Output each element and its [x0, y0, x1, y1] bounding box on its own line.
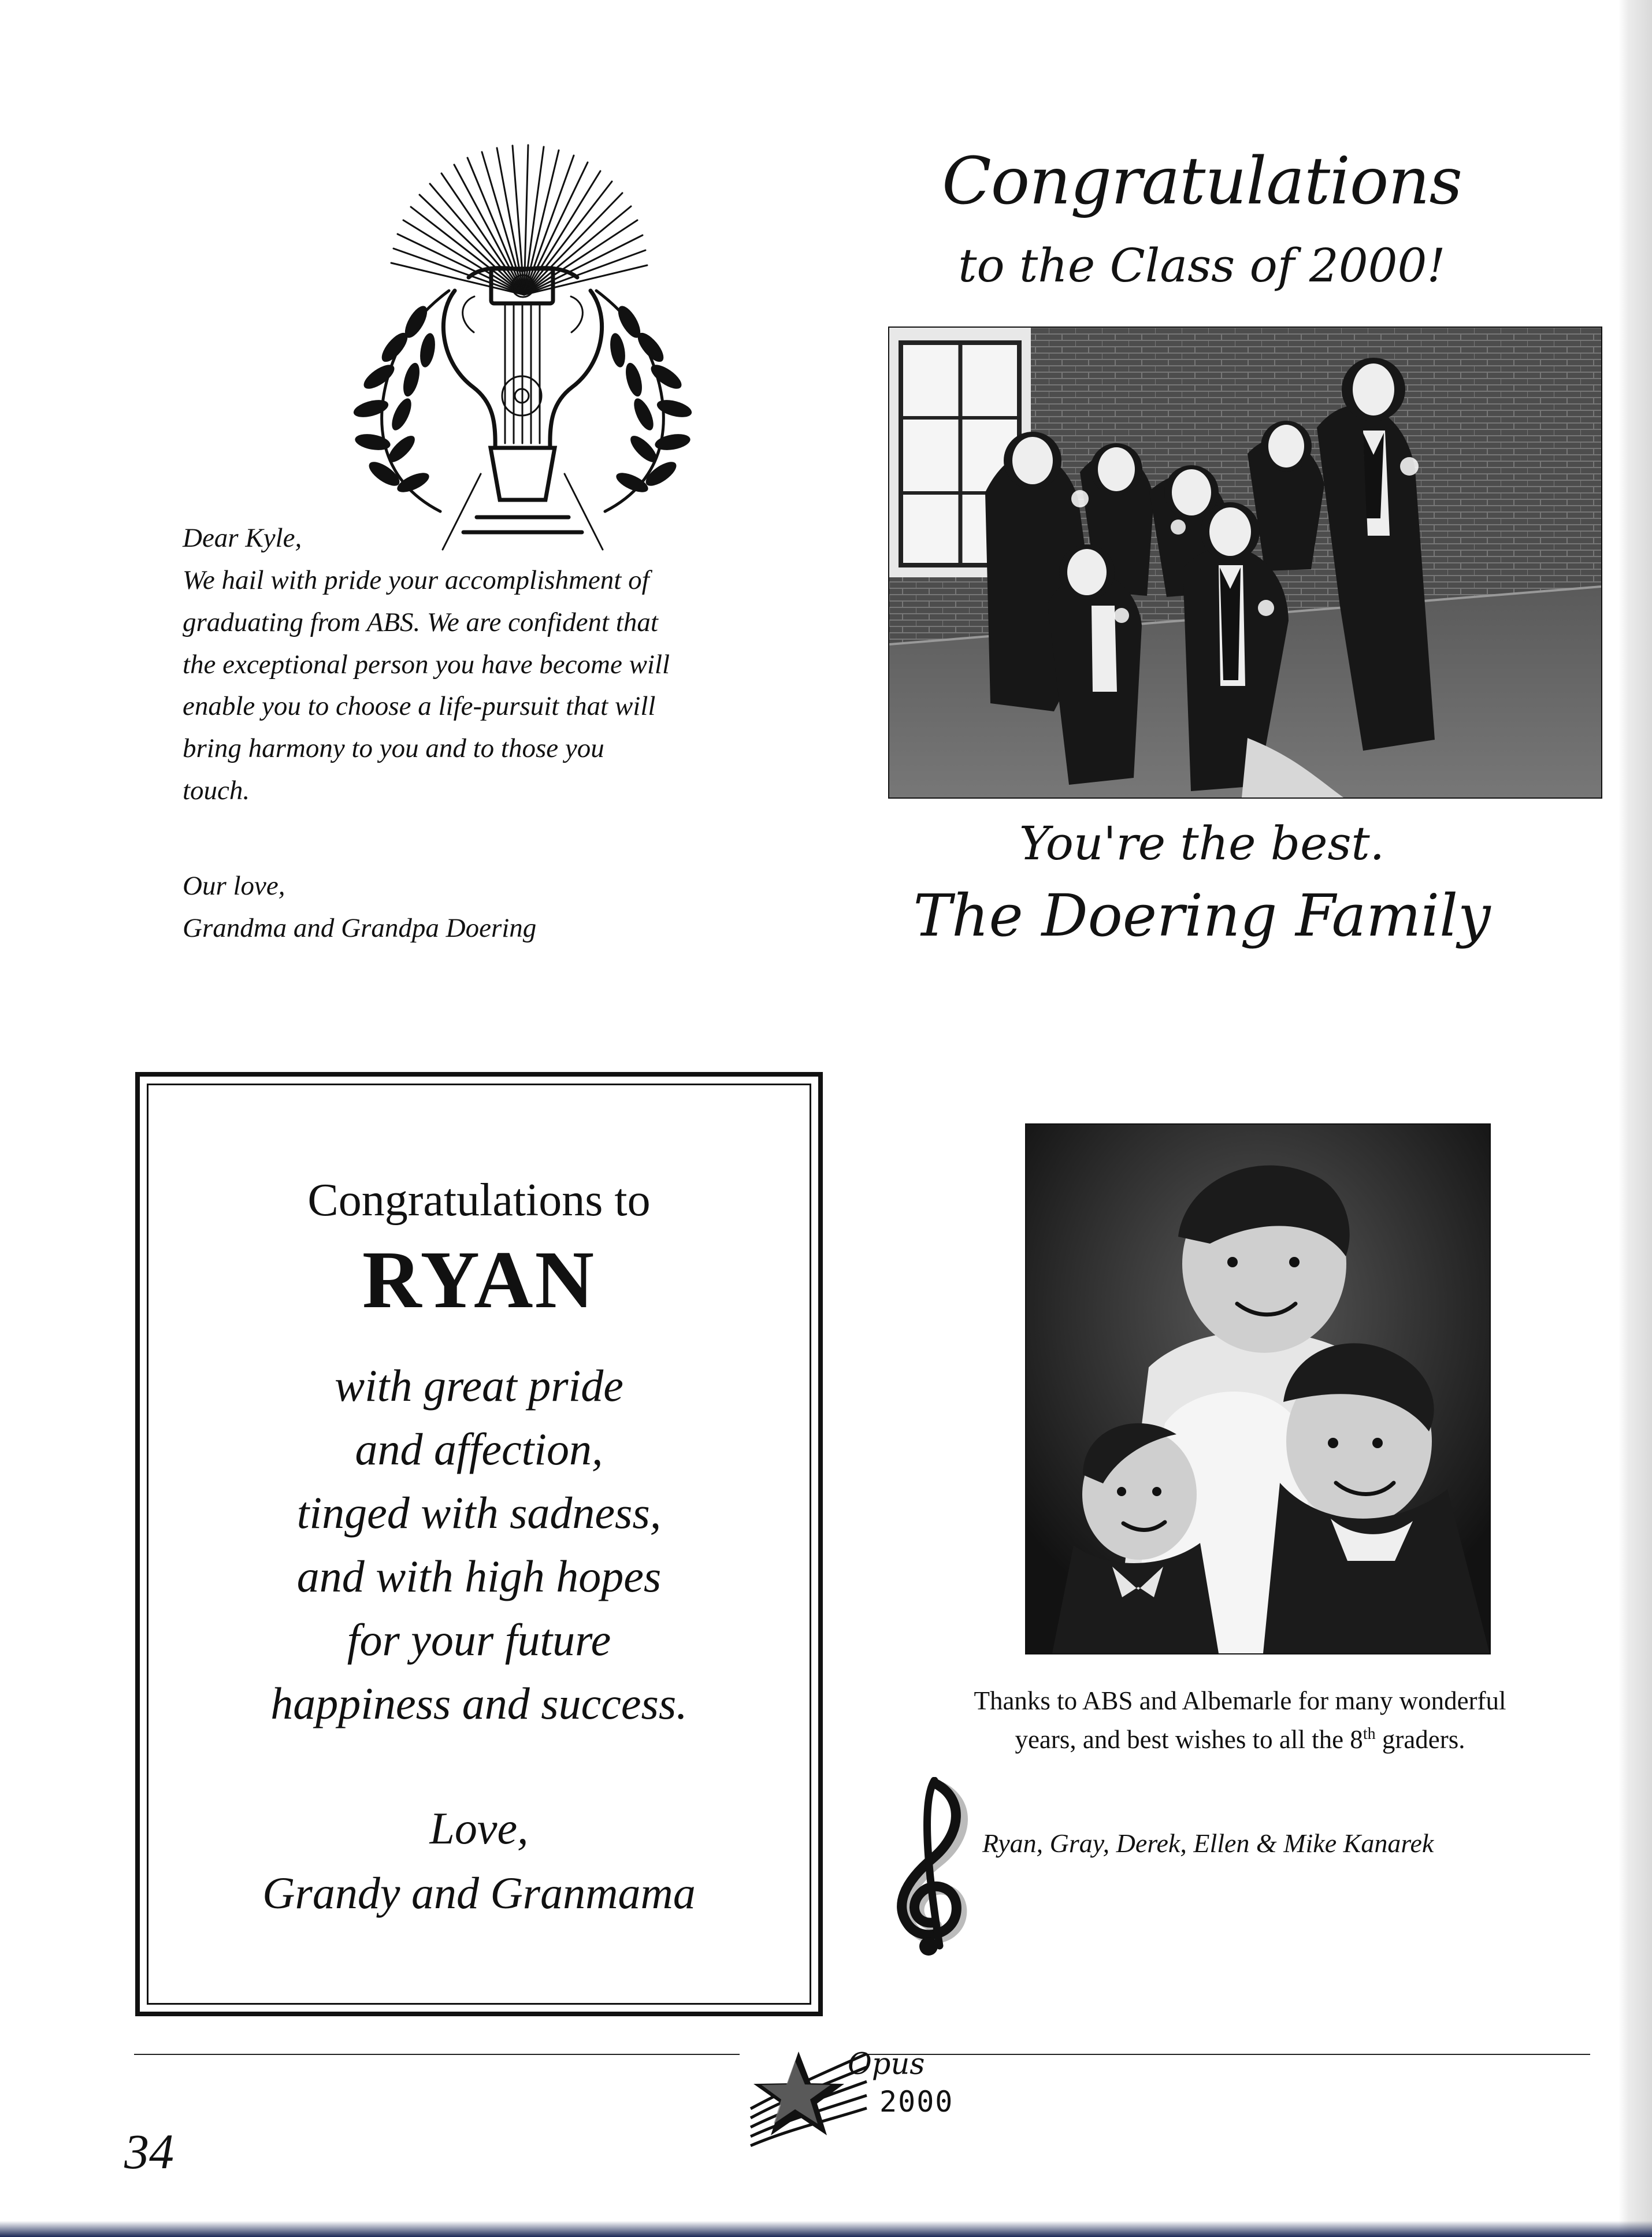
opus-wordmark: Opus [848, 2047, 925, 2082]
ryan-congratulations-ad [135, 1072, 823, 2016]
doering-congratulations-heading: Congratulations [942, 144, 1462, 219]
ryan-name: RYAN [362, 1234, 596, 1325]
thanks-line-2-prefix: years, and best wishes to all the 8 [1015, 1724, 1363, 1754]
doering-family-signature: The Doering Family [913, 882, 1491, 949]
letter-greeting: Dear Kyle, [183, 523, 302, 553]
letter-closing: Our love, [183, 870, 285, 901]
ryan-ad-signature [140, 1796, 818, 1925]
ryan-ad-content [140, 1077, 818, 2012]
letter-line-6: touch. [183, 776, 250, 806]
thanks-line-1: Thanks to ABS and Albemarle for many wonderful [974, 1686, 1506, 1715]
bottom-binding-edge [0, 2221, 1652, 2237]
lyre-laurel-sunburst-icon [339, 142, 700, 566]
kyle-letter [183, 517, 818, 949]
scan-edge-shadow [1618, 0, 1652, 2237]
ryan-message-line: happiness and success. [270, 1678, 688, 1728]
kanarek-family-signature: Ryan, Gray, Derek, Ellen & Mike Kanarek [982, 1828, 1434, 1858]
ryan-message-line: and with high hopes [296, 1550, 662, 1601]
treble-clef-icon [887, 1777, 985, 1957]
letter-line-3: the exceptional person you have become will [183, 649, 670, 680]
thanks-line-2-suffix: graders. [1375, 1724, 1465, 1754]
footer-right-rule [868, 2054, 1590, 2055]
class-group-photo [888, 327, 1602, 799]
ryan-message-line: with great pride [335, 1360, 623, 1411]
opus-year: 2000 [879, 2085, 954, 2119]
ryan-message [140, 1354, 818, 1735]
ryan-message-line: tinged with sadness, [296, 1487, 662, 1538]
letter-line-2: graduating from ABS. We are confident that [183, 607, 658, 637]
ordinal-suffix: th [1363, 1724, 1376, 1743]
letter-line-4: enable you to choose a life-pursuit that will [183, 691, 656, 722]
ryan-message-line: and affection, [355, 1423, 603, 1474]
youre-the-best-line: You're the best. [1019, 817, 1385, 870]
kanarek-thanks-message [888, 1682, 1592, 1759]
ryan-congratulations-heading: Congratulations to [307, 1175, 651, 1226]
ryan-message-line: for your future [347, 1614, 611, 1665]
thanks-line-2 [888, 1720, 1592, 1759]
page-number: 34 [124, 2124, 174, 2179]
letter-line-5: bring harmony to you and to those you [183, 733, 604, 764]
class-of-2000-subtitle: to the Class of 2000! [958, 239, 1446, 292]
children-portrait-photo [1025, 1123, 1491, 1654]
letter-line-1: We hail with pride your accomplishment of [183, 565, 649, 595]
ryan-signature-names: Grandy and Granmama [262, 1867, 696, 1918]
ryan-signature-closing: Love, [429, 1803, 529, 1853]
letter-paragraph-spacer [183, 812, 818, 865]
footer-left-rule [134, 2054, 740, 2055]
letter-signature: Grandma and Grandpa Doering [183, 912, 537, 943]
